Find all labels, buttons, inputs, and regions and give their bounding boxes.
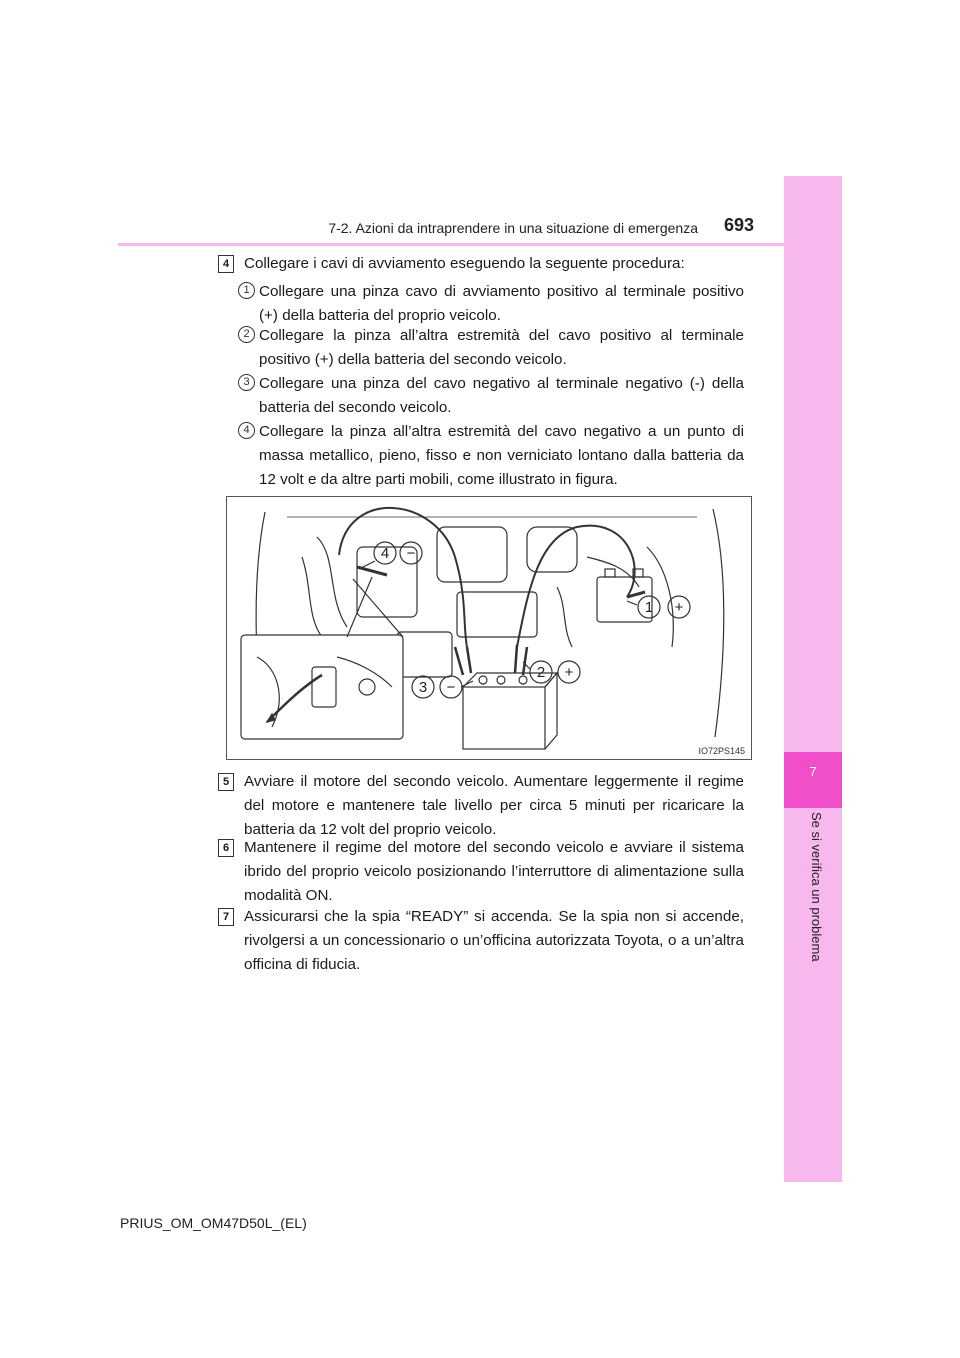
chapter-tab-highlight [784, 752, 842, 808]
engine-bay-illustration [226, 496, 752, 760]
step-number-box: 5 [218, 773, 234, 791]
substep-number: 3 [238, 374, 255, 391]
substep-text: Collegare la pinza all’altra estremità del cavo positivo al terminale positivo (+) della batteria del secondo veicolo. [259, 327, 744, 368]
callout-sign: − [406, 545, 416, 562]
step-text: Avviare il motore del secondo veicolo. Aumentare leggermente il regime del motore e mantenere tale livello per circa 5 minuti per ricaricare la batteria da 12 volt del proprio veicolo. [244, 773, 744, 838]
substep-text: Collegare una pinza cavo di avviamento positivo al terminale positivo (+) della batteria del proprio veicolo. [259, 283, 744, 324]
callout-number: 3 [418, 679, 428, 696]
step-number-box: 4 [218, 255, 234, 273]
callout-number: 4 [380, 545, 390, 562]
substep-text: Collegare la pinza all’altra estremità del cavo negativo a un punto di massa metallico, pieno, fisso e non verniciato lontano dalla batteria da 12 volt e da altre parti mobili, come illustrato in figura. [259, 423, 744, 488]
substep-number: 2 [238, 326, 255, 343]
callout-sign: + [674, 599, 684, 616]
substep-text: Collegare una pinza del cavo negativo al terminale negativo (-) della batteria del secondo veicolo. [259, 375, 744, 416]
page-number: 693 [724, 215, 755, 235]
chapter-number: 7 [809, 764, 817, 779]
step-text: Mantenere il regime del motore del secondo veicolo e avviare il sistema ibrido del proprio veicolo posizionando l’interruttore di alimentazione sulla modalità ON. [244, 839, 744, 904]
substep-number: 1 [238, 282, 255, 299]
step-number-box: 7 [218, 908, 234, 926]
figure-code: IO72PS145 [698, 746, 745, 756]
callout-number: 1 [644, 599, 654, 616]
header-rule [118, 243, 784, 246]
chapter-side-tab [784, 176, 842, 1182]
callout-sign: − [446, 679, 456, 696]
step-text: Assicurarsi che la spia “READY” si accenda. Se la spia non si accende, rivolgersi a un concessionario o un’officina autorizzata Toyota, o a un’altra officina di fiducia. [244, 908, 744, 973]
callout-sign: + [564, 664, 574, 681]
callout-number: 2 [536, 664, 546, 681]
step-text: Collegare i cavi di avviamento eseguendo la seguente procedura: [244, 255, 685, 272]
step-number-box: 6 [218, 839, 234, 857]
section-title: 7-2. Azioni da intraprendere in una situazione di emergenza [328, 220, 698, 236]
illustration-drawing [227, 497, 751, 759]
chapter-label: Se si verifica un problema [809, 812, 824, 962]
document-code: PRIUS_OM_OM47D50L_(EL) [120, 1215, 307, 1231]
substep-number: 4 [238, 422, 255, 439]
